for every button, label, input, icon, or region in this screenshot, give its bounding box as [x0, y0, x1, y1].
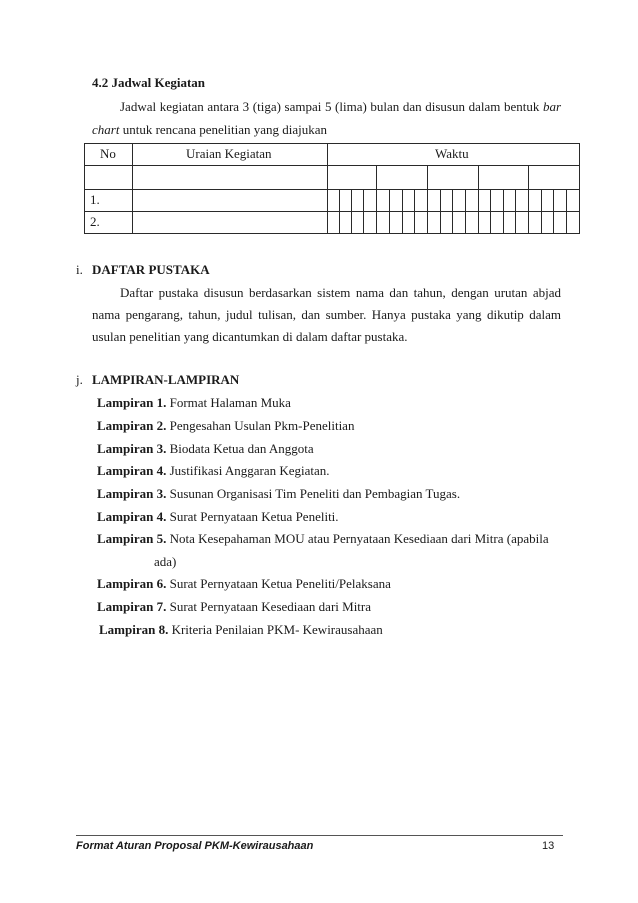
table-header-waktu: Waktu: [435, 146, 469, 161]
paragraph-pustaka-line2: nama pengarang, tahun, judul tulisan, dan sumber. Hanya pustaka yang dikutip dalam: [92, 307, 561, 322]
lampiran-text: Surat Pernyataan Ketua Peneliti.: [169, 509, 339, 524]
lampiran-text: Surat Pernyataan Kesediaan dari Mitra: [169, 599, 372, 614]
lampiran-number: 3.: [156, 441, 167, 456]
lampiran-item-continuation: ada): [154, 554, 177, 569]
lampiran-text: Pengesahan Usulan Pkm-Penelitian: [169, 418, 355, 433]
paragraph-pustaka-line3: usulan penelitian yang dicantumkan di dalam daftar pustaka.: [92, 329, 408, 344]
lampiran-item: [97, 576, 391, 592]
lampiran-text: Surat Pernyataan Ketua Peneliti/Pelaksana: [169, 576, 391, 591]
section-heading-lampiran: LAMPIRAN-LAMPIRAN: [92, 372, 240, 387]
paragraph-text: untuk rencana penelitian yang diajukan: [122, 122, 328, 137]
section-heading-jadwal: 4.2 Jadwal Kegiatan: [92, 75, 206, 90]
lampiran-number: 6.: [156, 576, 167, 591]
lampiran-text: Susunan Organisasi Tim Peneliti dan Pembagian Tugas.: [169, 486, 461, 501]
section-marker-j: j.: [76, 372, 83, 387]
lampiran-text: Nota Kesepahaman MOU atau Pernyataan Kesediaan dari Mitra (apabila: [169, 531, 549, 546]
lampiran-label: Lampiran: [97, 395, 154, 410]
lampiran-item: [99, 622, 383, 638]
lampiran-item: [97, 418, 354, 434]
paragraph-jadwal-line2: [92, 122, 327, 138]
lampiran-label: Lampiran: [97, 463, 154, 478]
section-heading-daftar-pustaka: DAFTAR PUSTAKA: [92, 262, 210, 277]
lampiran-item: [97, 395, 291, 411]
paragraph-italic-text: bar: [542, 99, 562, 114]
lampiran-label: Lampiran: [97, 509, 154, 524]
table-header-uraian: Uraian Kegiatan: [186, 146, 272, 161]
schedule-table: [84, 143, 580, 234]
lampiran-number: 4.: [156, 509, 167, 524]
lampiran-text: Format Halaman Muka: [169, 395, 291, 410]
lampiran-text: Kriteria Penilaian PKM- Kewirausahaan: [171, 622, 383, 637]
lampiran-number: 5.: [156, 531, 167, 546]
lampiran-label: Lampiran: [97, 576, 154, 591]
lampiran-number: 3.: [156, 486, 167, 501]
page-number: 13: [542, 840, 555, 852]
lampiran-item: [97, 509, 339, 525]
paragraph-pustaka-line1: Daftar pustaka disusun berdasarkan sistem nama dan tahun, dengan urutan abjad: [120, 285, 561, 300]
lampiran-item: [97, 531, 549, 547]
lampiran-item: [97, 599, 371, 615]
lampiran-number: 7.: [156, 599, 167, 614]
table-row-number: 1.: [90, 192, 100, 207]
table-header-no: No: [100, 146, 116, 161]
lampiran-label: Lampiran: [97, 531, 154, 546]
lampiran-number: 4.: [156, 463, 167, 478]
lampiran-number: 2.: [156, 418, 167, 433]
lampiran-label: Lampiran: [97, 418, 154, 433]
lampiran-label: Lampiran: [97, 599, 154, 614]
paragraph-jadwal-line1: [120, 99, 561, 115]
footer-divider: [76, 835, 563, 836]
lampiran-text: Biodata Ketua dan Anggota: [169, 441, 314, 456]
lampiran-label: Lampiran: [97, 441, 154, 456]
lampiran-item: [97, 486, 460, 502]
lampiran-label: Lampiran: [99, 622, 156, 637]
footer-title: Format Aturan Proposal PKM-Kewirausahaan: [76, 840, 314, 852]
table-row-number: 2.: [90, 214, 100, 229]
lampiran-label: Lampiran: [97, 486, 154, 501]
lampiran-number: 8.: [158, 622, 169, 637]
section-marker-i: i.: [76, 262, 83, 277]
paragraph-text: Jadwal kegiatan antara 3 (tiga) sampai 5 (lima) bulan dan disusun dalam bentuk: [120, 99, 540, 114]
paragraph-italic-text: chart: [92, 122, 120, 137]
lampiran-item: [97, 463, 330, 479]
lampiran-item: [97, 441, 314, 457]
lampiran-text: Justifikasi Anggaran Kegiatan.: [169, 463, 330, 478]
lampiran-number: 1.: [156, 395, 167, 410]
